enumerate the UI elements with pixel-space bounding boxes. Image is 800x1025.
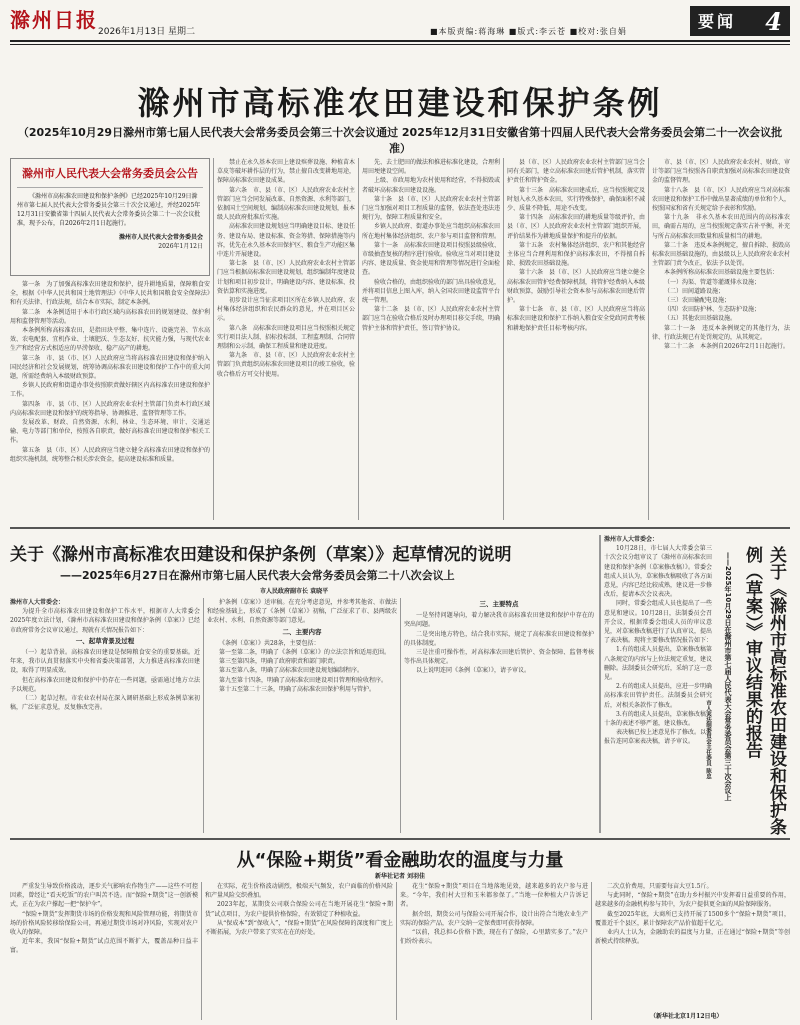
law-paragraph: 第七条 县（市、区）人民政府农业农村主管部门应当根据高标准农田建设规划，组织编制年度建设计划和项目初步设计，明确建设内容、建设标准、投资估算和实施进度。: [217, 260, 355, 295]
article3-subtitle: ——2025年10月29日在滁州市第七届人民代表大会常务委员会第三十次会议上: [724, 552, 732, 801]
column-divider: [203, 598, 204, 833]
article-paragraph: 同时，常委会组成人员也提出了一些意见和建议。10月28日，法制委员会召开会议，根据常委会组成人员的审议意见，对草案修改稿进行了认真审议，提出了表决稿。现将主要修改情况报告如下：: [604, 600, 712, 645]
article-paragraph: （一）起草背景。高标准农田建设是保障粮食安全的重要基础。近年来，我市认真贯彻落实中央和省委决策部署，大力推进高标准农田建设，取得了明显成效。: [10, 649, 200, 675]
article-paragraph: 第一至第二条，明确了《条例（草案）》的立法宗旨和适用范围。: [219, 649, 391, 657]
law-paragraph: 发展改革、财政、自然资源、水利、林业、生态环境、审计、交通运输、电力等部门和单位，按照各自职责，做好高标准农田建设和保护相关工作。: [10, 419, 210, 445]
article-paragraph: （二）起草过程。市农业农村局在深入调研基础上形成条例草案初稿，广泛征求意见，反复修改完善。: [10, 695, 200, 712]
article4-column-2: [205, 882, 393, 1020]
article3-title: 关于《滁州市高标准农田建设和保护条例（草案）》审议结果的报告: [742, 546, 786, 835]
article-paragraph: 据介绍，期货公司与保险公司开展合作，设计出符合当地农业生产实际的保险产品，农户交纳一定保费即可获得保障。: [400, 910, 588, 927]
article-paragraph: 表决稿已按上述意见作了修改。以上报告连同草案表决稿，请予审议。: [604, 729, 712, 746]
law-paragraph: 上级、市政用地为农村使用和经营，不得损毁或者破坏高标准农田建设设施。: [362, 177, 500, 194]
article-paragraph: 与此同时，“保险+期货”在助力乡村振兴中发挥着日益重要的作用，越来越多的金融机构参与其中，为农户提供更全面的风险保障服务。: [595, 892, 790, 909]
law-column-5: [652, 158, 790, 520]
article3-column: [604, 535, 712, 833]
column-divider: [503, 158, 504, 520]
article-paragraph: 第十五至第二十三条，明确了高标准农田保护利用与管护。: [219, 685, 376, 693]
article-paragraph: 滁州市人大常委会：: [604, 536, 659, 543]
law-paragraph: 第十三条 高标准农田建成后，应当按照规定及时划入永久基本农田，实行特殊保护，确保面积不减少、质量不降低、用途不改变。: [507, 186, 645, 213]
law-paragraph: 第十九条 非永久基本农田范围内的高标准农田，确需占用的，应当按照规定落实占补平衡，补充与所占高标准农田数量和质量相当的耕地。: [652, 214, 790, 240]
main-headline: 滁州市高标准农田建设和保护条例: [137, 84, 663, 122]
announcement-signature: 滁州市人民代表大会常务委员会: [118, 234, 203, 241]
law-paragraph: 第二十二条 本条例自2026年2月1日起施行。: [664, 343, 789, 351]
law-paragraph: 第十二条 县（市、区）人民政府农业农村主管部门应当在验收合格后及时办理项目移交手续，明确管护主体和管护责任，签订管护协议。: [362, 306, 500, 332]
law-paragraph: （一）沟渠、管道等灌溉排水设施；: [664, 278, 761, 286]
page-number: 4: [765, 7, 782, 36]
law-column-2: [217, 158, 355, 520]
article-divider: [599, 535, 601, 833]
law-paragraph: 县（市、区）人民政府农业农村主管部门应当会同有关部门，建立高标准农田建后管护机制，落实管护责任和管护资金。: [507, 159, 645, 185]
article-paragraph: 第三至第四条，明确了政府职责和部门职责。: [219, 658, 340, 666]
law-column-1: [10, 280, 210, 520]
law-paragraph: 乡镇人民政府、街道办事处应当组织高标准农田所在地村集体经济组织、农户参与项目监督和管理。: [362, 223, 500, 240]
section-tab: [690, 6, 790, 36]
article-paragraph: 二是突出地方特色，结合我市实际，规定了高标准农田建设和保护的具体制度。: [404, 630, 594, 647]
law-paragraph: （三）农田输配电设施；: [664, 297, 731, 305]
announcement-body: 《滁州市高标准农田建设和保护条例》已经2025年10月29日滁州市第七届人民代表大会常务委员会第三十次会议通过，并经2025年12月31日安徽省第十四届人民代表大会常务委员会第二十一次会议批准，现予公布，自2026年2月1日起施行。: [17, 193, 201, 227]
column-divider: [213, 158, 214, 520]
law-paragraph: （五）其他农田基础设施。: [664, 315, 737, 323]
section-heading: 一、起草背景及过程: [75, 636, 135, 645]
article2-title: 关于《滁州市高标准农田建设和保护条例（草案）》起草情况的说明: [10, 545, 512, 565]
article3-byline: 市人大法制委员会主任委员 陈忠: [705, 700, 711, 779]
column-divider: [358, 158, 359, 520]
section-divider: [10, 838, 790, 840]
law-paragraph: 本条例所称高标准农田，是指田块平整、集中连片、设施完善、节水高效、农电配套、宜机作业、土壤肥沃、生态友好、抗灾能力强，与现代农业生产和经营方式相适应的旱涝保收、稳产高产的耕地。: [10, 327, 210, 353]
law-paragraph: 禁止在永久基本农田上建设殡葬设施、种植苗木草皮等破坏耕作层的行为，禁止擅自改变耕地用途，保障高标准农田建设成果。: [217, 159, 355, 185]
law-paragraph: 第二十条 违反本条例规定，擅自拆除、损毁高标准农田基础设施的，由县级以上人民政府农业农村主管部门责令改正，依法予以处罚。: [652, 241, 790, 268]
article-paragraph: 花生“保险+期货”项目在当地落地见效，越来越多的农户参与进来。“今年，我们村大豆和玉米都参保了。”当地一位种植大户告诉记者。: [400, 883, 588, 909]
article4-title: 从“保险+期货”看金融助农的温度与力量: [236, 850, 564, 871]
law-paragraph: 高标准农田建设规划应当明确建设目标、建设任务、建设布局、建设标准、资金筹措、保障措施等内容，优先在永久基本农田保护区、粮食生产功能区集中连片开展建设。: [217, 223, 355, 259]
law-paragraph: 第一条 为了加强高标准农田建设和保护，提升耕地质量，保障粮食安全，根据《中华人民共和国土地管理法》《中华人民共和国粮食安全保障法》和有关法律、行政法规，结合本市实际，制定本条例。: [10, 281, 210, 307]
law-paragraph: 市、县（市、区）人民政府农业农村、财政、审计等部门应当按照各自职责加强对高标准农田建设资金的监督管理。: [652, 159, 790, 185]
law-paragraph: 第二条 本条例适用于本市行政区域内高标准农田的规划建设、保护利用和监督管理等活动。: [10, 308, 210, 325]
law-paragraph: 第九条 市、县（市、区）人民政府农业农村主管部门负责组织高标准农田建设项目的竣工验收，验收合格后方可交付使用。: [217, 352, 355, 378]
article4-dateline: （新华社北京1月12日电）: [650, 1013, 723, 1020]
article2-column-3: [404, 598, 594, 833]
law-paragraph: 第十八条 县（市、区）人民政府应当对高标准农田建设和保护工作中做出显著成绩的单位和个人，按照国家和省有关规定给予表彰和奖励。: [652, 186, 790, 213]
law-paragraph: 第五条 县（市、区）人民政府应当建立健全高标准农田建设和保护的组织实施机制，统筹整合相关涉农资金，提高建设标准和质量。: [10, 446, 210, 463]
law-paragraph: 第四条 市、县（市、区）人民政府农业农村主管部门负责本行政区域内高标准农田建设和保护的统筹指导、协调推进、监督管理等工作。: [10, 400, 210, 417]
article-paragraph: “以前，我总担心价格下跌，现在有了保险，心里踏实多了。”农户们纷纷表示。: [400, 929, 588, 946]
column-divider: [648, 158, 649, 520]
section-heading: 三、主要特点: [479, 600, 519, 608]
law-column-4: [507, 158, 645, 520]
announcement-title: 滁州市人民代表大会常务委员会公告: [17, 165, 203, 188]
article-paragraph: 护条例（草案）》送审稿。在充分考虑意见，并参考其他省、市做法和经验基础上，形成了《条例（草案）》初稿，广泛征求了市、县两级农业农村、水利、自然资源等部门意见。: [207, 599, 397, 625]
article-paragraph: 2023年起，某期货公司联合保险公司在当地开展花生“保险+期货”试点项目，为农户提供价格保险，有效锁定了种植收益。: [205, 901, 393, 918]
law-paragraph: 第十一条 高标准农田建设项目按照县级验收、市级抽查复核的程序进行验收。验收应当对项目建设内容、建设质量、资金使用和管理等情况进行全面检查。: [362, 241, 500, 277]
staff-credits: ■本版责编:蒋海琳 ■版式:李云苍 ■校对:张自娟: [430, 27, 627, 36]
masthead-rule: [10, 40, 790, 42]
article4-column-3: [400, 882, 588, 1020]
section-name: 要闻: [698, 12, 737, 31]
law-paragraph: 第八条 高标准农田建设项目应当按照相关规定实行项目法人制、招标投标制、工程监理制、合同管理制和公示制，确保工程质量和建设进度。: [217, 324, 355, 351]
law-paragraph: 第二十一条 违反本条例规定的其他行为，法律、行政法规已有处罚规定的，从其规定。: [652, 324, 790, 341]
law-paragraph: 初步设计应当征求项目区所在乡镇人民政府、农村集体经济组织和农民群众的意见，并在项目区公示。: [217, 297, 355, 323]
article-paragraph: 第五至第八条，明确了高标准农田建设规划编制程序。: [219, 667, 364, 675]
newspaper-logo: 滁州日报: [10, 8, 98, 32]
law-column-3: [362, 158, 500, 520]
article-paragraph: 3.有的组成人员提出，草案修改稿第十条的表述不够严谨，建议修改。: [604, 710, 712, 728]
article4-column-1: [10, 882, 198, 1020]
article2-subtitle: ——2025年6月27日在滁州市第七届人民代表大会常务委员会第二十八次会议上: [60, 569, 455, 582]
law-paragraph: 第十六条 县（市、区）人民政府应当建立健全高标准农田管护经费保障机制，将管护经费纳入本级财政预算，鼓励引导社会资本参与高标准农田建后管护。: [507, 269, 645, 305]
law-paragraph: 先、去土肥田的做法和推进标准化建设，合理利用田埂建设空间。: [362, 159, 500, 176]
article-paragraph: 近年来，我国“保险+期货”试点范围不断扩大，覆盖品种日益丰富。: [10, 938, 198, 955]
law-paragraph: 第十七条 市、县（市、区）人民政府应当将高标准农田建设和保护工作纳入粮食安全党政同责考核和耕地保护责任目标考核内容。: [507, 306, 645, 332]
law-paragraph: （四）农田防护林、生态防护设施；: [664, 306, 761, 314]
law-paragraph: 第十四条 高标准农田的耕地质量等级评价，由县（市、区）人民政府农业农村主管部门组织开展，评价结果作为耕地质量保护和提升的依据。: [507, 214, 645, 240]
article2-column-2: [207, 598, 397, 833]
masthead: [10, 4, 790, 38]
main-subhead: （2025年10月29日滁州市第七届人民代表大会常务委员会第三十次会议通过 2025年12月31日安徽省第十四届人民代表大会常务委员会第二十一次会议批准）: [17, 126, 783, 155]
column-divider: [396, 882, 397, 1020]
column-divider: [201, 882, 202, 1020]
article-paragraph: 1.有的组成人员提出，草案修改稿第八条规定的内容与上位法规定重复，建议删除。法制委员会研究后，采纳了这一意见。: [604, 646, 712, 682]
article2-column-1: [10, 598, 200, 833]
article-paragraph: 严重发生导致价格波动，逐步关气影响农作物生产——这些不可控因素，曾经让“看天吃饭”的农户叫苦不迭。而“保险+期货”这一创新模式，正在为农户撑起一把“保护伞”。: [10, 883, 198, 909]
article-paragraph: 二次点价费用，只需要每亩大豆1.5斤。: [607, 883, 713, 890]
article4-column-4: [595, 882, 790, 1010]
announcement-date: 2026年1月12日: [158, 243, 203, 250]
law-paragraph: 第六条 市、县（市、区）人民政府农业农村主管部门应当会同发展改革、自然资源、水利等部门，依据国土空间规划，编制高标准农田建设规划，报本级人民政府批准后实施。: [217, 186, 355, 222]
section-heading: 二、主要内容: [282, 627, 322, 636]
article-paragraph: 但在高标准农田建设和保护中仍存在一些问题，亟需通过地方立法予以规范。: [10, 676, 200, 693]
article-paragraph: 10月28日，市七届人大常委会第三十次会议分组审议了《滁州市高标准农田建设和保护条例（草案修改稿）》。常委会组成人员认为，草案修改稿吸收了各方面意见，内容已经比较成熟，建议进一步修改后，提请本次会议表决。: [604, 545, 712, 599]
article-paragraph: 在实际，花生价格波动剧烈，极端天气频发，农户面临的价格风险和产量风险交织叠加。: [205, 883, 393, 900]
article-paragraph: 一是坚持问题导向，着力解决我市高标准农田建设和保护中存在的突出问题。: [404, 612, 594, 629]
column-divider: [400, 598, 401, 833]
article2-byline: 市人民政府副市长 袁晓平: [260, 588, 329, 595]
masthead-rule-thin: [10, 44, 790, 45]
law-paragraph: （二）田间道路设施；: [664, 287, 725, 295]
article-paragraph: 《条例（草案）》共28条，主要包括：: [219, 639, 320, 647]
column-divider: [591, 882, 592, 1020]
law-paragraph: 乡镇人民政府和街道办事处按照职责做好辖区内高标准农田建设和保护工作。: [10, 382, 210, 399]
law-paragraph: 验收合格的，由组织验收的部门出具验收意见，并将项目信息上图入库，纳入全国农田建设监管平台统一管理。: [362, 278, 500, 305]
article-paragraph: 业内人士认为，金融助农的温度与力量，正在通过“保险+期货”等创新模式持续释放。: [595, 929, 790, 946]
announcement-box: [10, 158, 210, 276]
article-paragraph: 三是注重可操作性，对高标准农田建后管护、资金保障、监督考核等作出具体规定。: [404, 649, 594, 666]
article-paragraph: 从“保成本”到“保收入”，“保险+期货”在风险保障的深度和广度上不断拓展，为农户带来了实实在在的好处。: [205, 919, 393, 937]
article-paragraph: 滁州市人大常委会：: [10, 599, 65, 606]
law-paragraph: 第十条 县（市、区）人民政府农业农村主管部门应当加强对项目工程质量的监督，依法查处违法违规行为，保障工程质量和安全。: [362, 195, 500, 222]
article-paragraph: “保险+期货”发挥期货市场的价格发现和风险管理功能，将期货市场的价格风险转移给保险公司，再通过期货市场对冲风险，实现对农户收入的保障。: [10, 910, 198, 937]
article4-byline: 新华社记者 刘羽佳: [374, 873, 426, 880]
law-paragraph: 本条例所称高标准农田基础设施主要包括：: [664, 269, 779, 277]
article-paragraph: 为提升全市高标准农田建设和保护工作水平，根据市人大常委会2025年度立法计划，《滁州市高标准农田建设和保护条例（草案）》已经市政府常务会议审议通过，现就有关情况报告如下：: [10, 608, 200, 634]
article-paragraph: 2.有的组成人员提出，应进一步明确高标准农田管护责任。法制委员会研究后，对相关条款作了修改。: [604, 683, 712, 709]
section-divider: [10, 527, 790, 529]
article-paragraph: 截至2025年底，大商所已支持开展了1500多个“保险+期货”项目，覆盖近千个县区，累计保障农产品价值超千亿元。: [595, 910, 790, 927]
publication-date: 2026年1月13日 星期二: [98, 27, 195, 37]
article-paragraph: 第九至第十四条，明确了高标准农田建设项目管理和验收程序。: [219, 676, 388, 684]
article-paragraph: 以上说明连同《条例（草案）》，请予审议。: [416, 667, 531, 675]
law-paragraph: 第十五条 农村集体经济组织、农户和其他经营主体应当合理利用和保护高标准农田，不得擅自拆除、损毁农田基础设施。: [507, 241, 645, 268]
law-paragraph: 第三条 市、县（市、区）人民政府应当将高标准农田建设和保护纳入国民经济和社会发展规划，统筹协调高标准农田建设和保护工作中的重大问题，所需经费纳入本级财政预算。: [10, 354, 210, 381]
